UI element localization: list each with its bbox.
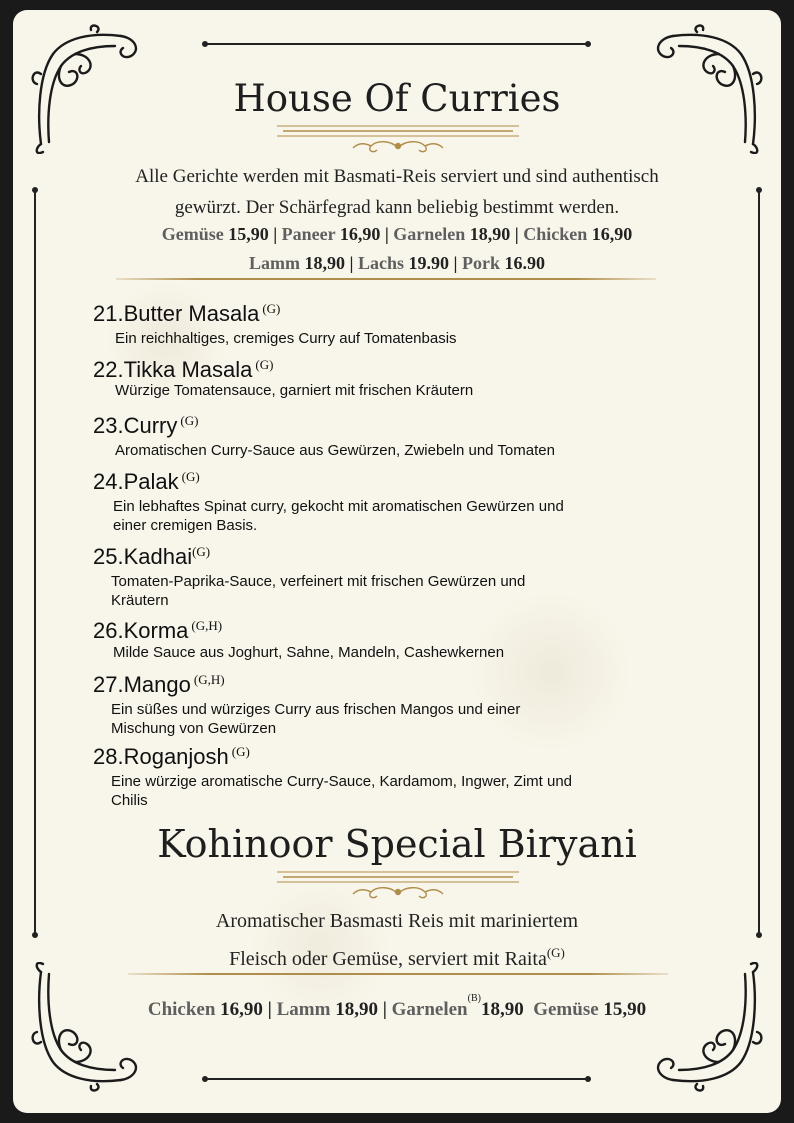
menu-item-name-row xyxy=(93,296,585,327)
divider-rule xyxy=(128,973,668,975)
menu-item-name: 23.Curry xyxy=(93,413,178,438)
menu-item-allergens: (G) xyxy=(180,413,199,428)
menu-item xyxy=(93,408,635,460)
price-separator: | xyxy=(377,999,392,1020)
price-label: Paneer xyxy=(281,224,336,244)
menu-item-allergens: (G,H) xyxy=(191,618,223,633)
menu-item xyxy=(93,613,583,662)
price-separator: | xyxy=(449,253,462,273)
price-label: Gemüse xyxy=(161,224,224,244)
menu-item-description: Würzige Tomatensauce, garniert mit frischen Kräutern xyxy=(115,382,474,399)
price-value: 18,90 xyxy=(335,999,378,1020)
page-title: House Of Curries xyxy=(233,77,561,120)
menu-item-name: 24.Palak xyxy=(93,469,179,494)
menu-item-name-row xyxy=(93,464,573,495)
frame-dot xyxy=(32,187,38,193)
price-label: Lamm xyxy=(249,253,301,273)
biryani-description-line-1: Aromatischer Basmasti Reis mit mariniertem xyxy=(215,910,579,932)
price-value: 18,90 xyxy=(469,224,511,244)
price-label: Chicken xyxy=(523,224,588,244)
price-separator: | xyxy=(268,224,282,244)
price-value: 15,90 xyxy=(228,224,269,244)
menu-item-allergens: (G) xyxy=(231,744,250,759)
menu-item-name-row xyxy=(93,739,591,770)
menu-item-description: Tomaten-Paprika-Sauce, verfeinert mit frischen Gewürzen und Kräutern xyxy=(111,573,526,609)
price-label: Gemüse xyxy=(533,999,599,1020)
menu-item-name: 28.Roganjosh xyxy=(93,744,229,769)
price-value: 16,90 xyxy=(591,224,633,244)
menu-item-name-row xyxy=(93,352,585,383)
frame-dot xyxy=(202,1076,208,1082)
price-value: 16.90 xyxy=(504,253,545,273)
frame-top-line xyxy=(205,43,587,45)
price-separator: | xyxy=(380,224,394,244)
price-value: 19.90 xyxy=(408,253,449,273)
price-value: 18,90 xyxy=(304,253,346,273)
menu-item-description: Ein süßes und würziges Curry aus frischen Mangos und einer Mischung von Gewürzen xyxy=(111,701,521,737)
curry-prices-line-2 xyxy=(40,248,754,279)
price-label: Chicken xyxy=(147,999,216,1020)
price-value: 15,90 xyxy=(603,999,647,1020)
menu-item-name: 22.Tikka Masala xyxy=(93,357,253,382)
biryani-allergen: (G) xyxy=(546,945,565,960)
section-title: Kohinoor Special Biryani xyxy=(157,822,637,866)
menu-item-name: 27.Mango xyxy=(93,672,191,697)
frame-dot xyxy=(756,187,762,193)
price-separator: | xyxy=(345,253,358,273)
menu-item-name: 21.Butter Masala xyxy=(93,301,260,326)
menu-item xyxy=(93,296,585,348)
price-separator: | xyxy=(262,999,277,1020)
frame-dot xyxy=(202,41,208,47)
title-ornament xyxy=(273,122,523,154)
price-label: Pork xyxy=(461,253,500,273)
price-value: 16,90 xyxy=(339,224,381,244)
price-value: 16,90 xyxy=(220,999,263,1020)
menu-item xyxy=(93,539,566,610)
curry-prices-line-1 xyxy=(40,219,754,250)
menu-item xyxy=(93,667,561,738)
frame-dot xyxy=(32,932,38,938)
menu-item-description: Ein reichhaltiges, cremiges Curry auf Tomatenbasis xyxy=(115,330,457,347)
menu-item-description: Eine würzige aromatische Curry-Sauce, Kardamom, Ingwer, Zimt und Chilis xyxy=(111,773,573,809)
menu-item-name-row xyxy=(93,667,561,698)
menu-item-description: Aromatischen Curry-Sauce aus Gewürzen, Zwiebeln und Tomaten xyxy=(115,442,555,459)
menu-page xyxy=(13,10,781,1113)
price-separator: | xyxy=(510,224,524,244)
price-value: 18,90 xyxy=(480,999,524,1020)
section-ornament xyxy=(273,868,523,900)
price-label: Lamm xyxy=(276,999,331,1020)
frame-bottom-line xyxy=(205,1078,587,1080)
biryani-description-text: Fleisch oder Gemüse, serviert mit Raita xyxy=(229,948,547,970)
menu-item-name-row xyxy=(93,539,566,570)
menu-item-allergens: (G) xyxy=(255,357,274,372)
menu-item xyxy=(93,352,585,400)
biryani-description-line-2 xyxy=(40,937,754,975)
divider-rule xyxy=(116,278,656,280)
price-label: Garnelen xyxy=(393,224,466,244)
menu-item-name-row xyxy=(93,613,583,644)
menu-item-name: 26.Korma xyxy=(93,618,189,643)
menu-item-description: Ein lebhaftes Spinat curry, gekocht mit aromatischen Gewürzen und einer cremigen Basis. xyxy=(113,498,564,534)
menu-item-description: Milde Sauce aus Joghurt, Sahne, Mandeln, Cashewkernen xyxy=(113,644,505,661)
corner-flourish-bottom-right xyxy=(643,962,763,1092)
price-label: Lachs xyxy=(357,253,404,273)
menu-item-name: 25.Kadhai xyxy=(93,544,193,569)
frame-dot xyxy=(756,932,762,938)
menu-item xyxy=(93,464,573,535)
frame-dot xyxy=(585,41,591,47)
menu-item-allergens: (G,H) xyxy=(193,672,225,687)
menu-item xyxy=(93,739,591,810)
menu-item-allergens: (G) xyxy=(192,544,211,559)
menu-item-allergens: (G) xyxy=(262,301,281,316)
frame-dot xyxy=(585,1076,591,1082)
garnelen-allergen: (B) xyxy=(467,993,481,1004)
intro-line-2: gewürzt. Der Schärfegrad kann beliebig bestimmt werden. xyxy=(174,197,620,218)
intro-line-1: Alle Gerichte werden mit Basmati-Reis serviert und sind authentisch xyxy=(135,166,659,187)
menu-item-name-row xyxy=(93,408,635,439)
biryani-prices xyxy=(40,983,754,1025)
menu-item-allergens: (G) xyxy=(181,469,200,484)
price-label: Garnelen xyxy=(391,999,468,1020)
corner-flourish-bottom-left xyxy=(31,962,151,1092)
